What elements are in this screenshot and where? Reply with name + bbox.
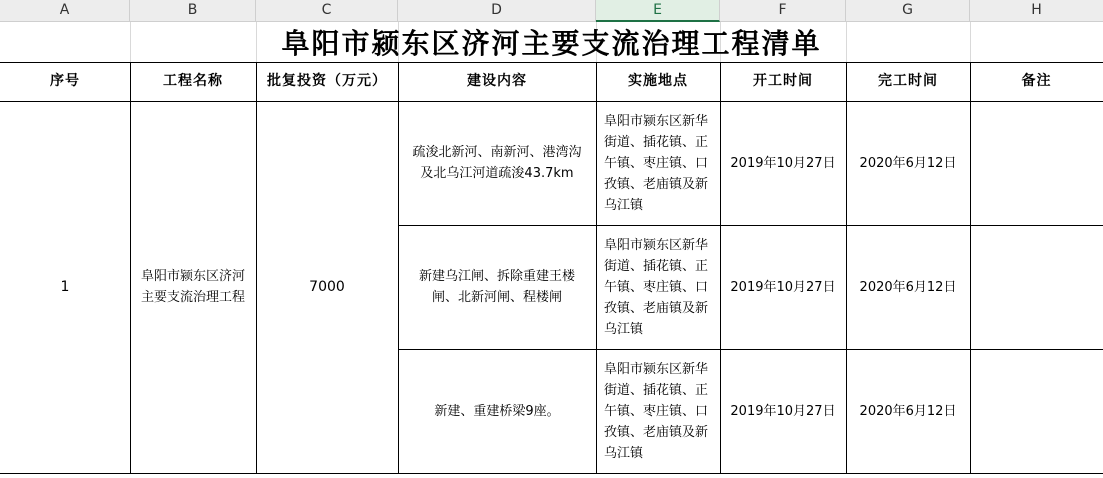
table-border bbox=[398, 225, 1103, 226]
note-cell[interactable] bbox=[970, 225, 1103, 349]
table-border bbox=[970, 62, 971, 474]
table-border bbox=[0, 473, 1103, 474]
project-index-cell[interactable]: 1 bbox=[60, 278, 70, 295]
note-cell[interactable] bbox=[970, 349, 1103, 473]
header-location[interactable]: 实施地点 bbox=[628, 73, 688, 89]
table-border bbox=[846, 62, 847, 474]
sheet-title[interactable]: 阜阳市颍东区济河主要支流治理工程清单 bbox=[281, 27, 822, 60]
end-date-cell[interactable]: 2020年6月12日 bbox=[859, 279, 957, 295]
header-end-date[interactable]: 完工时间 bbox=[878, 73, 938, 89]
start-date-cell[interactable]: 2019年10月27日 bbox=[730, 155, 836, 171]
project-name-cell[interactable]: 阜阳市颍东区济河主要支流治理工程 bbox=[140, 269, 245, 305]
end-date-cell[interactable]: 2020年6月12日 bbox=[859, 155, 957, 171]
table-border bbox=[398, 349, 1103, 350]
column-header-g[interactable]: G bbox=[846, 0, 970, 21]
sheet-area bbox=[0, 22, 1103, 478]
content-cell[interactable]: 新建乌江闸、拆除重建王楼闸、北新河闸、程楼闸 bbox=[418, 269, 575, 305]
start-date-cell[interactable]: 2019年10月27日 bbox=[730, 279, 836, 295]
note-cell[interactable] bbox=[970, 101, 1103, 225]
content-cell[interactable]: 新建、重建桥梁9座。 bbox=[434, 403, 560, 419]
header-project-name[interactable]: 工程名称 bbox=[163, 73, 223, 89]
table-border bbox=[720, 62, 721, 474]
start-date-cell[interactable]: 2019年10月27日 bbox=[730, 403, 836, 419]
column-header-b[interactable]: B bbox=[130, 0, 256, 21]
location-cell[interactable]: 阜阳市颍东区新华街道、插花镇、正午镇、枣庄镇、口孜镇、老庙镇及新乌江镇 bbox=[604, 237, 709, 337]
end-date-cell[interactable]: 2020年6月12日 bbox=[859, 403, 957, 419]
column-header-h[interactable]: H bbox=[1031, 2, 1042, 18]
column-header-f[interactable]: F bbox=[720, 0, 846, 21]
column-header-d[interactable]: D bbox=[398, 0, 596, 21]
column-header-c[interactable]: C bbox=[256, 0, 398, 21]
content-cell[interactable]: 疏浚北新河、南新河、港湾沟及北乌江河道疏浚43.7km bbox=[412, 145, 582, 181]
table-border bbox=[0, 62, 1103, 63]
column-header-a[interactable]: A bbox=[0, 0, 130, 21]
header-investment[interactable]: 批复投资（万元） bbox=[267, 73, 387, 89]
table-border bbox=[0, 101, 1103, 102]
table-border bbox=[398, 62, 399, 474]
table-border bbox=[596, 62, 597, 474]
table-border bbox=[130, 62, 131, 474]
header-start-date[interactable]: 开工时间 bbox=[753, 73, 813, 89]
header-index[interactable]: 序号 bbox=[50, 73, 80, 89]
table-border bbox=[256, 62, 257, 474]
location-cell[interactable]: 阜阳市颍东区新华街道、插花镇、正午镇、枣庄镇、口孜镇、老庙镇及新乌江镇 bbox=[604, 361, 709, 461]
location-cell[interactable]: 阜阳市颍东区新华街道、插花镇、正午镇、枣庄镇、口孜镇、老庙镇及新乌江镇 bbox=[604, 113, 709, 213]
header-content[interactable]: 建设内容 bbox=[467, 73, 527, 89]
column-header-e[interactable]: E bbox=[596, 0, 720, 22]
column-header-bar bbox=[0, 0, 1103, 22]
investment-cell[interactable]: 7000 bbox=[309, 278, 345, 295]
header-note[interactable]: 备注 bbox=[1021, 73, 1052, 89]
